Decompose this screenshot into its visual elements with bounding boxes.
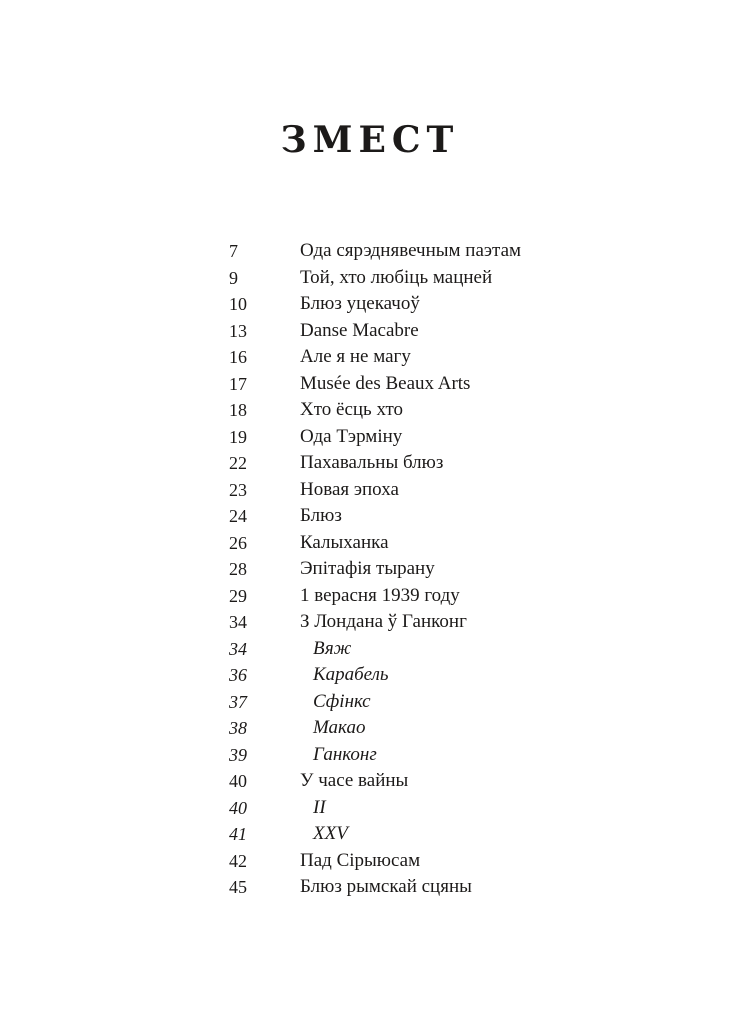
toc-entry-title: Эпітафія тырану [300,558,435,579]
toc-entry-title: Хто ёсць хто [300,399,404,420]
toc-page-number: 34 [229,612,247,632]
toc-entry-title: 1 верасня 1939 году [300,584,460,606]
toc-subentry [229,821,609,848]
toc-page-number: 26 [229,532,247,553]
toc-page-number: 9 [229,267,238,288]
toc-entry [229,609,609,636]
toc-entry [229,583,609,610]
toc-page-number: 36 [229,665,247,685]
toc-entry-title: Новая эпоха [300,478,399,500]
toc-entry-title: Сфінкс [313,690,371,712]
toc-entry-title: Блюз [300,505,342,526]
toc-subentry [229,795,609,822]
toc-entry [229,291,609,318]
toc-entry-title: Ода Тэрміну [300,425,403,447]
toc-page-number: 34 [229,638,247,659]
toc-page-number: 41 [229,824,247,844]
toc-entry-title: XXV [313,823,348,844]
toc-entry [229,238,609,265]
toc-entry-title: Карабель [313,664,389,685]
toc-entry-title: З Лондана ў Ганконг [300,611,467,632]
toc-subentry [229,662,609,689]
toc-entry-title: У часе вайны [300,770,409,791]
toc-page-number: 7 [229,241,238,261]
toc-page-number: 40 [229,797,247,818]
page-title: ЗМЕСТ [280,119,460,161]
toc-entry [229,318,609,345]
toc-entry-title: Musée des Beaux Arts [300,372,471,394]
toc-entry-title: Ода сярэднявечным паэтам [300,240,522,261]
toc-entry-title: Ганконг [313,743,377,765]
toc-entry [229,397,609,424]
toc-page-number: 19 [229,426,247,447]
toc-entry-title: Блюз уцекачоў [300,293,420,314]
toc-entry-title: Блюз рымскай сцяны [300,876,472,897]
toc-page-number: 42 [229,850,247,871]
toc-page-number: 23 [229,479,247,500]
toc-entry [229,344,609,371]
toc-entry-title: Вяж [313,637,352,659]
toc-entry [229,450,609,477]
toc-subentry [229,636,609,663]
toc-subentry [229,715,609,742]
toc-page-number: 22 [229,453,247,473]
toc-entry [229,477,609,504]
toc-page-number: 37 [229,691,247,712]
toc-entry-title: Пахавальны блюз [300,452,444,473]
toc-entry-title: II [313,796,326,818]
toc-subentry [229,742,609,769]
toc-page-number: 28 [229,559,247,579]
toc-page-number: 18 [229,400,247,420]
table-of-contents [229,238,609,901]
toc-entry [229,530,609,557]
toc-page-number: 13 [229,320,247,341]
toc-page-number: 40 [229,771,247,791]
toc-entry-title: Пад Сірыюсам [300,849,421,871]
toc-entry [229,768,609,795]
toc-page-number: 17 [229,373,247,394]
toc-entry [229,503,609,530]
toc-entry-title: Але я не магу [300,346,411,367]
toc-entry [229,424,609,451]
toc-entry-title: Макао [313,717,366,738]
toc-entry [229,848,609,875]
toc-subentry [229,689,609,716]
toc-entry-title: Той, хто любіць мацней [300,266,493,288]
toc-entry [229,371,609,398]
toc-entry [229,265,609,292]
toc-page-number: 38 [229,718,247,738]
toc-page-number: 10 [229,294,247,314]
toc-page-number: 16 [229,347,247,367]
toc-entry [229,556,609,583]
toc-page-number: 39 [229,744,247,765]
toc-page-number: 29 [229,585,247,606]
toc-page-number: 24 [229,506,247,526]
toc-entry [229,874,609,901]
toc-entry-title: Danse Macabre [300,319,419,341]
toc-page-number: 45 [229,877,247,897]
toc-entry-title: Калыханка [300,531,389,553]
